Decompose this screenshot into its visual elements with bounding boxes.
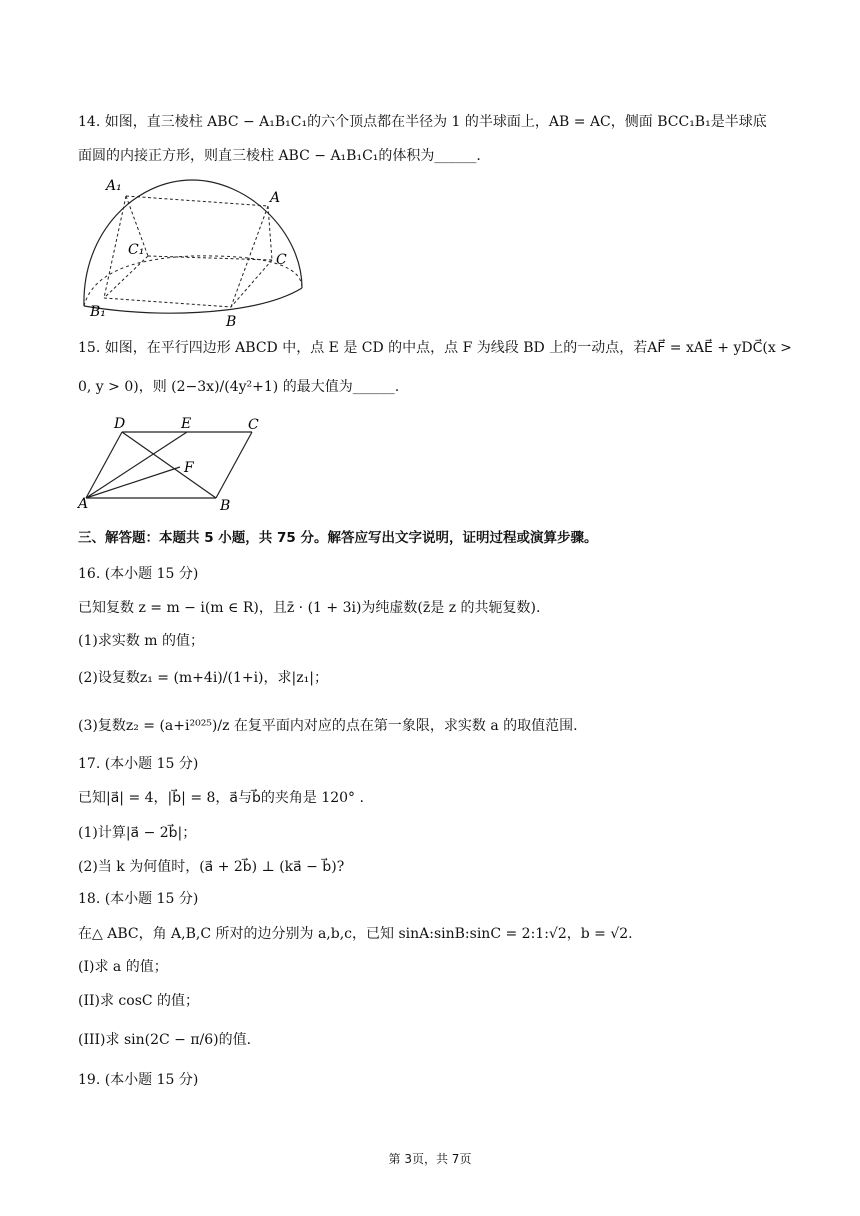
q17-title: 17. (本小题 15 分) (78, 756, 199, 772)
q15-parallelogram-figure (76, 412, 276, 516)
q18-part3: (III)求 sin(2C − π/6)的值. (78, 1032, 252, 1048)
page-footer: 第 3页，共 7页 (388, 1152, 472, 1166)
section-3-heading: 三、解答题：本题共 5 小题，共 75 分。解答应写出文字说明，证明过程或演算步骤。 (78, 530, 598, 546)
q15-line1: 15. 如图，在平行四边形 ABCD 中，点 E 是 CD 的中点，点 F 为线段 BD 上的一动点，若AF⃗ = xAE⃗ + yDC⃗(x > (78, 340, 792, 356)
label-C: C (248, 417, 259, 433)
label-C1: C₁ (128, 242, 145, 258)
q15-line2: 0, y > 0)，则 (2−3x)/(4y²+1) 的最大值为______. (78, 379, 400, 395)
label-B: B (220, 498, 231, 514)
q16-title: 16. (本小题 15 分) (78, 566, 199, 582)
q17-part1: (1)计算|a⃗ − 2b⃗|； (78, 825, 197, 841)
label-B1: B₁ (90, 304, 106, 320)
q16-part2: (2)设复数z₁ = (m+4i)/(1+i)，求|z₁|； (78, 670, 328, 686)
q14-line2: 面圆的内接正方形，则直三棱柱 ABC − A₁B₁C₁的体积为______. (78, 148, 481, 164)
q18-part2: (II)求 cosC 的值； (78, 993, 200, 1009)
label-B: B (226, 314, 237, 330)
q18-part1: (I)求 a 的值； (78, 959, 168, 975)
label-F: F (184, 460, 194, 476)
label-D: D (114, 416, 126, 432)
q17-part2: (2)当 k 为何值时，(a⃗ + 2b⃗) ⊥ (ka⃗ − b⃗)? (78, 859, 345, 875)
q16-part1: (1)求实数 m 的值； (78, 633, 205, 649)
q14-hemisphere-figure (76, 172, 316, 330)
label-C: C (276, 252, 287, 268)
q19-title: 19. (本小题 15 分) (78, 1072, 199, 1088)
q18-title: 18. (本小题 15 分) (78, 891, 199, 907)
q16-part3: (3)复数z₂ = (a+i²⁰²⁵)/z 在复平面内对应的点在第一象限，求实数 a 的取值范围. (78, 718, 578, 734)
q17-stem: 已知|a⃗| = 4，|b⃗| = 8，a⃗与b⃗的夹角是 120° . (78, 790, 364, 806)
label-E: E (181, 416, 192, 432)
q18-stem: 在△ ABC，角 A,B,C 所对的边分别为 a,b,c，已知 sinA:sinB:sinC = 2:1:√2，b = √2. (78, 926, 633, 942)
label-A: A (78, 496, 89, 512)
label-A: A (270, 190, 281, 206)
q16-stem: 已知复数 z = m − i(m ∈ R)，且z̄ · (1 + 3i)为纯虚数(z̄是 z 的共轭复数). (78, 600, 541, 616)
q14-line1: 14. 如图，直三棱柱 ABC − A₁B₁C₁的六个顶点都在半径为 1 的半球面上，AB = AC，侧面 BCC₁B₁是半球底 (78, 114, 767, 130)
label-A1: A₁ (106, 178, 122, 194)
